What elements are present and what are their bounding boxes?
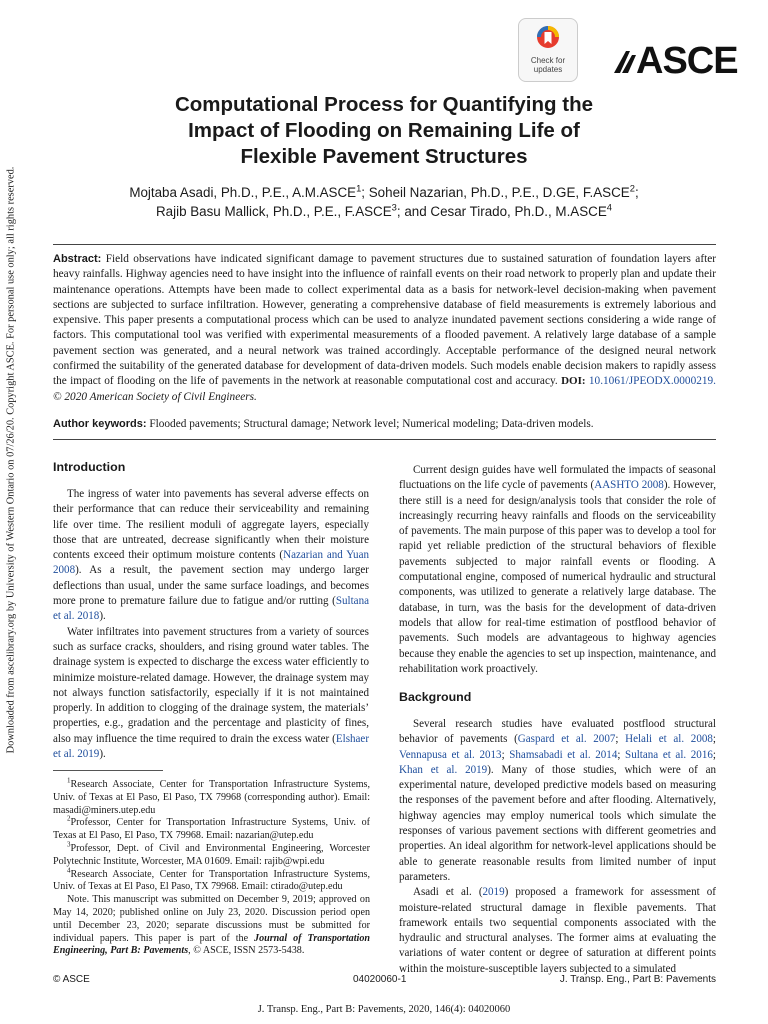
badge-line2: updates (533, 65, 563, 74)
update-ribbon-icon (536, 25, 560, 49)
citation-asadi-2019[interactable]: 2019 (482, 886, 505, 899)
citation-khan-2019[interactable]: Khan et al. 2019 (399, 763, 488, 776)
citation-nazarian-yuan-2008[interactable]: Nazarian and Yuan 2008 (53, 549, 369, 577)
author-keywords (53, 417, 716, 432)
check-for-updates-badge[interactable] (518, 18, 578, 82)
keywords-text: Flooded pavements; Structural damage; Network level; Numerical modeling; Data-driven models. (149, 418, 594, 430)
asce-logo-text: ASCE (636, 40, 738, 82)
author-list (70, 183, 698, 221)
title-line-3: Flexible Pavement Structures (240, 145, 528, 168)
footnote-1: $^1$Research Associate, Center for Transportation Infrastructure Systems, Univ. of Texas at El Paso, El Paso, TX 79968 (corresponding author). Email: masadi@miners.utep.edu (53, 776, 370, 816)
paper-title (80, 92, 688, 170)
footnote-4: $^4$Research Associate, Center for Transportation Infrastructure Systems, Univ. of Texas at El Paso, El Paso, TX 79968. Email: ctirado@utep.edu (53, 866, 370, 893)
authors-line-2: Rajib Basu Mallick, Ph.D., P.E., F.ASCE$^3$; and Cesar Tirado, Ph.D., M.ASCE$^4$ (156, 202, 612, 219)
footnotes (53, 776, 370, 958)
citation-elshaer-2019[interactable]: Elshaer et al. 2019 (53, 732, 369, 761)
journal-name: Journal of Transportation Engineering, Part B: Pavements (53, 932, 370, 957)
citation-vennapusa-2013[interactable]: Vennapusa et al. 2013 (399, 748, 502, 761)
download-sidebar (0, 0, 22, 1024)
footnote-3: $^3$Professor, Dept. of Civil and Environmental Engineering, Worcester Polytechnic Institute, Worcester, MA 01609. Email: rajib@wpi.edu (53, 840, 370, 867)
author-nazarian: ; Soheil Nazarian, Ph.D., P.E., D.GE, F.ASCE (361, 185, 630, 200)
citation-sultana-2016[interactable]: Sultana et al. 2016 (625, 748, 713, 761)
citation-aashto-2008[interactable]: AASHTO 2008 (594, 479, 664, 492)
right-paragraph-1: Current design guides have well formulated the impacts of seasonal fluctuations on the life cycle of pavements (AASHTO 2008). However, there still is a need for design/analysis tools that consider the role of increasingly recurring heavy rainfalls and floods on the serviceability of pavements. The main purpose of this paper was to develop a tool for rapid yet reliable prediction of the structural behaviors of flexible pavements subjected to major rainfall events or flooding. A computational engine, composed of numerical hydraulic and structural components, was utilized to generate a relatively large database. The database, in turn, was the basis for the development of data-driven models that allow for real-time estimation of postflood behavior of pavements. Such models are advantageous to highway agencies because they enable the agencies to set up inspection, maintenance, and rehabilitation work proactively. (399, 464, 716, 675)
author-mallick: Rajib Basu Mallick, Ph.D., P.E., F.ASCE (156, 204, 392, 219)
background-paragraph-2: Asadi et al. (2019) proposed a framework for assessment of moisture-related structural damage in flexible pavements. That framework entails two sequential components associated with the hydraulic and structural analyses. The former aims at evaluating the variations of water content or degree of saturation at different points within the moisture-susceptible layers subjected to a simulated (399, 886, 716, 975)
abstract-copyright: © 2020 American Society of Civil Engineers. (53, 390, 257, 403)
abstract-top-rule (53, 244, 716, 245)
footnote-2: $^2$Professor, Center for Transportation Infrastructure Systems, Univ. of Texas at El Paso, El Paso, TX 79968. Email: nazarian@utep.edu (53, 815, 370, 842)
citation-shamsabadi-2014[interactable]: Shamsabadi et al. 2014 (509, 748, 618, 761)
authors-line-1: Mojtaba Asadi, Ph.D., P.E., A.M.ASCE$^1$; Soheil Nazarian, Ph.D., P.E., D.GE, F.ASCE$^2$; (129, 183, 639, 200)
footer-article-number: 04020060-1 (353, 974, 407, 985)
citation-sultana-2018[interactable]: Sultana et al. 2018 (53, 595, 369, 623)
footer-copyright: © ASCE (53, 974, 90, 985)
download-notice: Downloaded from ascelibrary.org by University of Western Ontario on 07/26/20. Copyright ASCE. For personal use only; all rights reserved. (5, 166, 17, 754)
author-tirado: ; and Cesar Tirado, Ph.D., M.ASCE (396, 204, 607, 219)
badge-line1: Check for (530, 56, 566, 65)
introduction-heading: Introduction (53, 460, 126, 474)
citation-gaspard-2007[interactable]: Gaspard et al. 2007 (517, 733, 616, 746)
background-body (399, 717, 716, 977)
introduction-body (53, 487, 369, 762)
abstract-text: Field observations have indicated significant damage to pavement structures due to sustained saturation of foundation layers after heavy rainfalls. Highway agencies need to have insight into the influence of rainfall events on their road network to properly plan and update their maintenance operations. Attempts have been made to collect experimental data as a basis for network-level decision-making when pavement sections are subjected to surface infiltration. However, generating a comprehensive database of field measurements is extremely laborious and expensive. This paper presents a computational process which can be used to analyze inundated pavement sections considering a wide range of factors. This computational tool was verified with experimental measurements of a flooded pavement. A relatively large database of a sample pavement section was generated, and a neural network was trained accordingly. Acceptable performance of the designed neural network confirmed the suitability of the generated database for development of data-driven models. Such models enable decision makers to rapidly assess the impact of flooding on the life of pavements in the network at reasonable computational cost and accuracy. (53, 253, 716, 388)
intro-paragraph-1: The ingress of water into pavements has several adverse effects on their performance that can reduce their serviceability and remaining life over time. The resilient moduli of aggregate layers, especially those that are untreated, decrease significantly when their moisture contents exceed their optimum moisture contents (Nazarian and Yuan 2008). As a result, the pavement section may undergo larger deflections than usual, under the same surface loadings, and becomes more prone to premature failure due to fatigue and/or rutting (Sultana et al. 2018). (53, 488, 369, 623)
keywords-label: Author keywords: (53, 418, 147, 430)
abstract (53, 252, 716, 405)
right-column-intro (399, 463, 716, 677)
background-heading: Background (399, 690, 472, 704)
background-paragraph-1: Several research studies have evaluated postflood structural behavior of pavements (Gaspard et al. 2007; Helali et al. 2008; Vennapusa et al. 2013; Shamsabadi et al. 2014; Sultana et al. 2016; Khan et al. 2019). Many of those studies, which were of an experimental nature, developed predictive models based on measuring the responses of the pavement before and after flooding. Alternatively, highway agencies may employ numerical tools which simulate the responses of various pavement sections with different geometries and properties. An ideal algorithm for network-level applications should be able to generate reasonable results from limited number of input parameters. (399, 718, 716, 883)
keywords-bottom-rule (53, 439, 716, 440)
footer-journal: J. Transp. Eng., Part B: Pavements (559, 974, 716, 985)
intro-paragraph-2: Water infiltrates into pavement structures from a variety of sources such as surface cracks, shoulders, and rising ground water tables. The drainage system is expected to discharge the excess water efficiently to minimize moisture-related damage. However, the drainage system may not always function satisfactorily, especially if it is not maintained properly. In addition to clogging of the drainage system, the materials’ properties, e.g., gradation and the percentage and plasticity of fines, also may influence the time required to drain the excess water (Elshaer et al. 2019). (53, 625, 369, 761)
doi-label: DOI: (561, 375, 586, 388)
footnote-rule (53, 770, 163, 771)
title-line-1: Computational Process for Quantifying the (174, 93, 593, 116)
citation-helali-2008[interactable]: Helali et al. 2008 (625, 733, 713, 746)
abstract-label: Abstract: (53, 253, 102, 265)
title-line-2: Impact of Flooding on Remaining Life of (188, 119, 580, 142)
bottom-citation: J. Transp. Eng., Part B: Pavements, 2020, 146(4): 04020060 (257, 1004, 511, 1015)
manuscript-note: Note. This manuscript was submitted on December 9, 2019; approved on May 14, 2020; published online on July 23, 2020. Discussion period open until December 23, 2020; separate discussions must be submitted for individual papers. This paper is part of the Journal of Transportation Engineering, Part B: Pavements, © ASCE, ISSN 2573-5438. (53, 894, 370, 957)
asce-logo (612, 40, 738, 83)
author-asadi: Mojtaba Asadi, Ph.D., P.E., A.M.ASCE (129, 185, 357, 200)
doi-link[interactable]: 10.1061/JPEODX.0000219. (588, 375, 717, 388)
